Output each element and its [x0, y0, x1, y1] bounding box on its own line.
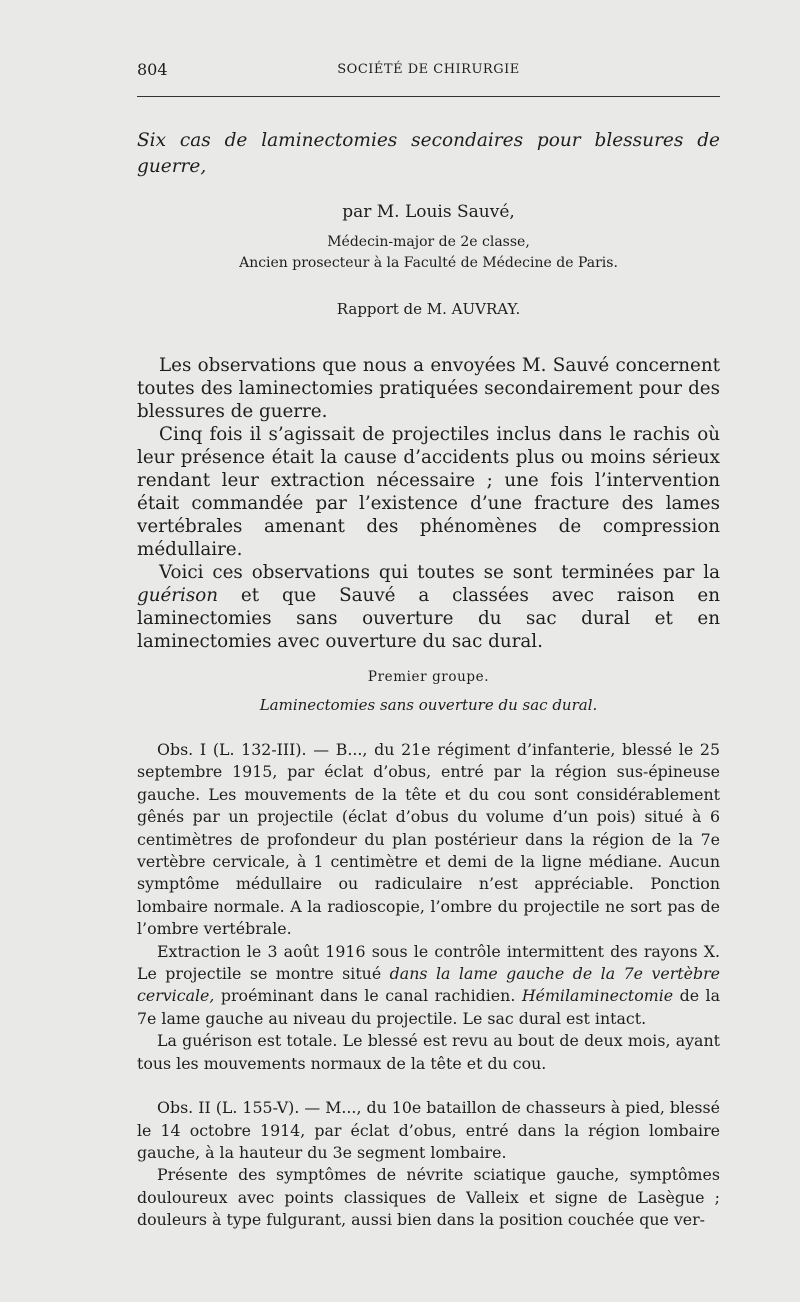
obs1-p2-text-b: proéminant dans le canal rachidien. — [214, 986, 522, 1006]
obs2-label: Obs. II — [157, 1098, 211, 1118]
affiliation-faculty: Ancien prosecteur à la Faculté de Médecine de Paris. — [239, 255, 618, 271]
running-title: SOCIÉTÉ DE CHIRURGIE — [337, 62, 520, 77]
group-subheading: Laminectomies sans ouverture du sac dural. — [259, 696, 598, 714]
obs1-p2-text-a: Extraction le 3 août 1916 sous le contrôle intermittent des rayons X. Le projectile se montre situé — [137, 941, 720, 984]
intro-paragraph-3 — [137, 561, 720, 653]
report-line: Rapport de M. AUVRAY. — [336, 300, 521, 318]
article-body — [137, 128, 720, 1232]
obs1-p2-text-c: de la 7e lame gauche au niveau du projectile. Le sac dural est intact. — [137, 986, 720, 1028]
obs1-paragraph-3: La guérison est totale. Le blessé est revu au bout de deux mois, ayant tous les mouvements normaux de la tête et du cou. — [137, 1031, 720, 1073]
intro-p3-text-b: et que Sauvé a classées avec raison en laminectomies sans ouverture du sac dural et en laminectomies avec ouverture du sac dural. — [137, 585, 720, 652]
intro-paragraph-2: Cinq fois il s’agissait de projectiles inclus dans le rachis où leur présence était la cause d’accidents plus ou moins sérieux rendant leur extraction nécessaire ; une fois l’intervention était commandée par l’existence d’une fracture des lames vertébrales amenant des phénomènes de compression médullaire. — [137, 424, 720, 560]
obs1-p2-italic-2: Hémilaminectomie — [521, 986, 674, 1006]
obs1-label: Obs. I — [157, 740, 207, 759]
header-rule — [137, 96, 720, 97]
page-number: 804 — [137, 60, 168, 79]
obs1-paragraph-1 — [137, 739, 720, 941]
obs2-p1-text: (L. 155-V). — M..., du 10e bataillon de chasseurs à pied, blessé le 14 octobre 1914, par éclat d’obus, entré dans la région lombaire gauche, à la hauteur du 3e segment lombaire. — [137, 1098, 720, 1162]
obs1-p2-italic-1: dans la lame gauche de la 7e vertèbre cervicale, — [137, 964, 720, 1006]
obs1-paragraph-2 — [137, 941, 720, 1031]
obs1-p1-text: (L. 132-III). — B..., du 21e régiment d’infanterie, blessé le 25 septembre 1915, par éclat d’obus, entré par la région sus-épineuse gauche. Les mouvements de la tête et du cou sont considérablement gênés par un projectile (éclat d’obus du volume d’un pois) situé à 6 centimètres de profondeur du plan postérieur dans la région de la 7e vertèbre cervicale, à 1 centimètre et demi de la ligne médiane. Aucun symptôme médullaire ou radiculaire n’est appréciable. Ponction lombaire normale. A la radioscopie, l’ombre du projectile ne sort pas de l’ombre vertébrale. — [137, 740, 720, 939]
intro-p3-italic: guérison — [137, 585, 219, 606]
intro-paragraph-1: Les observations que nous a envoyées M. Sauvé concernent toutes des laminectomies pratiquées secondairement pour des blessures de guerre. — [137, 355, 720, 422]
author-line: par M. Louis Sauvé, — [342, 202, 515, 222]
obs2-paragraph-1 — [137, 1097, 720, 1164]
running-header — [137, 60, 720, 82]
article-title: Six cas de laminectomies secondaires pour blessures de guerre, — [137, 130, 720, 177]
affiliation-rank: Médecin-major de 2e classe, — [327, 234, 530, 250]
intro-p3-text-a: Voici ces observations qui toutes se sont terminées par la — [159, 562, 720, 583]
group-heading: Premier groupe. — [367, 669, 490, 685]
obs2-paragraph-2: Présente des symptômes de névrite sciatique gauche, symptômes douloureux avec points classiques de Valleix et signe de Lasègue ; douleurs à type fulgurant, aussi bien dans la position couchée que ver- — [137, 1165, 720, 1230]
